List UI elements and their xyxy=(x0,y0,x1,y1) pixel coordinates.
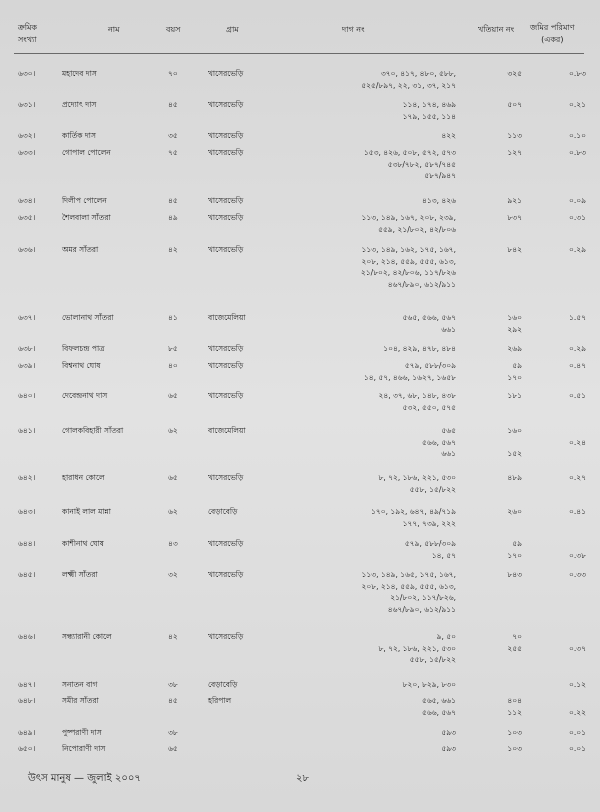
row-khatian: ৭০ xyxy=(512,632,522,641)
row-serial: ৬৫০। xyxy=(18,744,36,753)
row-age: ৪৩ xyxy=(168,539,178,548)
row-age: ৬৫ xyxy=(168,473,178,482)
row-dag-line: ১৭০, ১৯২, ৬৪৭, ৪৯/৭১৯ xyxy=(370,507,456,516)
row-dag-line: ১১৩, ১৪৯, ১৬৫, ১৭৫, ১৬৭, xyxy=(361,570,456,579)
row-serial: ৬৪৭। xyxy=(18,680,36,689)
row-serial: ৬৩৩। xyxy=(18,148,36,157)
row-age: ৩২ xyxy=(168,570,178,579)
row-serial: ৬৪২। xyxy=(18,473,36,482)
row-khatian: ৪০৪ xyxy=(507,696,522,705)
row-dag-line: ৫৫৮, ১৫/৮২২ xyxy=(409,484,456,494)
row-serial: ৬৪৮। xyxy=(18,696,36,705)
row-village: খাসেরভেড়ি xyxy=(208,69,244,78)
row-serial: ৬৩৫। xyxy=(18,213,36,222)
row-dag-line: ৫৫৮, ১৫/৮২২ xyxy=(409,655,456,664)
row-area: ০.৩১ xyxy=(568,213,586,222)
row-khatian: ১০৩ xyxy=(507,728,522,737)
row-village: বেড়াবেড়ি xyxy=(208,507,238,516)
row-dag-line: ৪৬৭/৮৯০, ৬১২/৯১১ xyxy=(387,279,456,289)
row-age: ৩৫ xyxy=(168,131,178,140)
row-khatian: ৮৪২ xyxy=(507,245,522,254)
row-age: ৪৫ xyxy=(168,100,178,109)
row-dag-line: ৫৫৯, ২১/৮০২, ৪২/৮০৬ xyxy=(378,224,456,234)
row-area: ০.৩৮ xyxy=(568,550,586,560)
row-name: লক্ষ্মী সাঁতরা xyxy=(62,570,98,579)
header-serial-line-2: সংখ্যা xyxy=(18,35,37,44)
row-dag-line: ৬৬১ xyxy=(441,324,456,334)
row-serial: ৬৩১। xyxy=(18,100,36,109)
row-dag-line: ৫৩৮/৭৮২, ৫৮৭/৭৪৫ xyxy=(387,159,456,169)
row-area: ০.০১ xyxy=(568,744,586,753)
footer-page-number: ২৮ xyxy=(296,773,309,784)
row-dag-line: ২১/৮০২, ১১৭/৮২৬, xyxy=(390,593,456,602)
row-dag-line: ৫৯৩ xyxy=(441,744,456,753)
row-area: ০.৮৩ xyxy=(568,148,586,157)
row-village: খাসেরভেড়ি xyxy=(208,473,244,482)
header-area xyxy=(530,22,575,46)
row-dag-line: ১৪, ৫৭ xyxy=(431,550,456,560)
row-age: ৪১ xyxy=(168,313,178,322)
row-dag-line: ১০৪, ৪২৯, ৪৭৮, ৪৮৪ xyxy=(383,344,456,353)
row-village: খাসেরভেড়ি xyxy=(208,539,244,548)
row-name: সনাতন বাগ xyxy=(62,680,98,689)
row-name: বিফলচন্দ্র পাত্র xyxy=(62,344,105,353)
row-khatian: ৮৩৭ xyxy=(507,213,522,222)
row-village: খাসেরভেড়ি xyxy=(208,632,244,641)
row-area: ০.২৯ xyxy=(568,344,586,353)
row-age: ৪২ xyxy=(168,245,178,254)
row-dag-line: ৮, ৭২, ১৮৬, ২২১, ৫৩০ xyxy=(378,643,456,653)
row-dag-line: ৫৭৯, ৫৮৮/৩০৯ xyxy=(404,361,456,370)
row-khatian: ৫০৭ xyxy=(507,100,522,109)
row-dag-line: ৮, ৭২, ১৮৬, ২২১, ৫৩০ xyxy=(378,473,456,482)
row-age: ৬৫ xyxy=(168,744,178,753)
row-dag-line: ১৭৯, ১৫৫, ১১৪ xyxy=(402,111,456,121)
row-age: ৪০ xyxy=(168,361,178,370)
row-serial: ৬৩৯। xyxy=(18,361,36,370)
row-area: ০.৩৩ xyxy=(568,570,586,579)
row-name: অমর সাঁতরা xyxy=(62,245,99,254)
row-dag-line: ১৫৩, ৪২৬, ৫০৮, ৫৭২, ৫৭৩ xyxy=(363,148,456,157)
row-area: ০.০১ xyxy=(568,728,586,737)
row-village: বেড়াবেড়ি xyxy=(208,680,238,689)
row-village: খাসেরভেড়ি xyxy=(208,570,244,579)
row-area: ০.২২ xyxy=(568,707,586,717)
row-area: ০.৪১ xyxy=(569,507,586,516)
row-serial: ৬৪১। xyxy=(18,426,36,435)
row-khatian: ১৭০ xyxy=(507,372,522,382)
row-name: হারাধন কোলে xyxy=(62,473,105,482)
row-village: বাজেমেলিয়া xyxy=(208,426,246,435)
row-name: দিলীপ পোলেন xyxy=(62,196,107,205)
row-serial: ৬৪৬। xyxy=(18,632,36,641)
row-dag-line: ৩৭০, ৪১৭, ৪৮০, ৫৮৮, xyxy=(380,69,456,78)
row-name: সন্ধ্যারানী কোলে xyxy=(62,632,112,641)
row-village: খাসেরভেড়ি xyxy=(208,245,244,254)
header-khatian: খতিয়ান নং xyxy=(478,25,515,34)
header-rule xyxy=(14,53,584,54)
row-dag-line: ১১৪, ১৭৪, ৪৬৯ xyxy=(402,100,456,109)
row-dag-line: ৫৯৩ xyxy=(441,728,456,737)
row-khatian: ১৬০ xyxy=(507,426,522,435)
row-village: হরিপাল xyxy=(208,696,232,705)
row-dag-line: ১১৩, ১৪৯, ১৬২, ১৭৫, ১৬৭, xyxy=(361,245,456,254)
row-khatian: ৮৪৩ xyxy=(507,570,522,579)
row-village: খাসেরভেড়ি xyxy=(208,391,244,400)
row-dag-line: ১৪, ৫৭, ৪৬৬, ১৬২৭, ১৬৫৮ xyxy=(363,372,456,382)
row-area: ০.২৭ xyxy=(568,473,586,482)
row-khatian: ৪৮৯ xyxy=(507,473,522,482)
row-village: খাসেরভেড়ি xyxy=(208,148,244,157)
header-village: গ্রাম xyxy=(226,25,239,34)
row-khatian: ৩২৫ xyxy=(507,69,522,78)
row-area: ০.০৯ xyxy=(568,196,586,205)
row-name: ভোলানাথ সাঁতরা xyxy=(62,313,114,322)
row-khatian: ৫৯ xyxy=(512,361,522,370)
row-dag-line: ৪২২ xyxy=(441,131,456,140)
row-area: ০.৫১ xyxy=(569,391,586,400)
row-serial: ৬৩৪। xyxy=(18,196,36,205)
row-dag-line: ৪১৩, ৪২৬ xyxy=(422,196,456,205)
row-area: ০.৪৭ xyxy=(568,361,586,370)
row-village: খাসেরভেড়ি xyxy=(208,196,244,205)
row-name: শৈলবালা সাঁতরা xyxy=(62,213,111,222)
row-dag-line: ৫৩২, ৫৫০, ৫৭৫ xyxy=(402,402,456,412)
row-name: নিপোরাণী দাস xyxy=(62,744,106,753)
footer-source: উৎস মানুষ — জুলাই ২০০৭ xyxy=(28,773,141,784)
row-dag-line: ২৪, ৩৭, ৬৮, ১৪৮, ৪৩৮ xyxy=(378,391,456,400)
row-dag-line: ৫৮৭/৯৪৭ xyxy=(424,171,456,180)
row-khatian: ১৬০ xyxy=(507,313,522,322)
row-dag-line: ২১/৮০২, ৪২/৮০৬, ১১৭/৮২৬ xyxy=(360,268,456,277)
row-serial: ৬৪৩। xyxy=(18,507,36,516)
row-age: ৪২ xyxy=(168,632,178,641)
row-khatian: ১৮১ xyxy=(507,391,522,400)
row-area: ০.২৯ xyxy=(568,245,586,254)
row-khatian: ২৫৫ xyxy=(507,643,522,653)
row-khatian: ১০৩ xyxy=(507,744,522,753)
row-dag-line: ৫৬৬, ৫৬৭ xyxy=(421,707,456,717)
row-dag-line: ৫২৫/৮৯৭, ২২, ৩১, ৩৭, ২১৭ xyxy=(361,80,456,90)
row-name: গোপাল পোলেন xyxy=(62,148,111,157)
row-village: খাসেরভেড়ি xyxy=(208,213,244,222)
row-age: ৪৫ xyxy=(168,196,178,205)
row-serial: ৬৩৮। xyxy=(18,344,36,353)
row-village: খাসেরভেড়ি xyxy=(208,100,244,109)
row-village: খাসেরভেড়ি xyxy=(208,361,244,370)
row-name: কানাই লাল মান্না xyxy=(62,507,111,516)
row-age: ৪৫ xyxy=(168,696,178,705)
row-area: ০.২১ xyxy=(568,100,586,109)
row-serial: ৬৪৯। xyxy=(18,728,36,737)
row-name: গোলকবিহারী সাঁতরা xyxy=(62,426,124,435)
row-name: প্রদ্যোৎ দাস xyxy=(62,100,97,109)
row-serial: ৬৪৫। xyxy=(18,570,36,579)
row-khatian: ১৭০ xyxy=(507,550,522,560)
row-name: সমীর সাঁতরা xyxy=(62,696,99,705)
row-dag-line: ৫৬৫ xyxy=(441,426,456,435)
row-khatian: ১১৩ xyxy=(507,131,522,140)
row-age: ৭০ xyxy=(168,69,178,78)
row-dag-line: ১১৩, ১৪৯, ১৬৭, ২০৮, ২৩৯, xyxy=(361,213,456,222)
row-serial: ৬৪৪। xyxy=(18,539,36,548)
row-area: ০.১২ xyxy=(568,680,586,689)
row-age: ৩৮ xyxy=(168,728,178,737)
row-age: ৬২ xyxy=(168,507,178,516)
row-dag-line: ৯, ৫০ xyxy=(436,632,456,641)
row-serial: ৬৩০। xyxy=(18,69,36,78)
row-village: খাসেরভেড়ি xyxy=(208,131,244,140)
row-dag-line: ২০৮, ২১৪, ৫৫৯, ৫৫৫, ৬১৩, xyxy=(361,581,456,591)
row-dag-line: ৪৬৭/৮৯০, ৬১২/৯১১ xyxy=(387,604,456,614)
row-village: বাজেমেলিয়া xyxy=(208,313,246,322)
row-dag-line: ৮২০, ৮২৯, ৮৩০ xyxy=(402,680,456,689)
header-serial xyxy=(18,22,37,46)
header-dag: দাগ নং xyxy=(342,25,365,34)
row-dag-line: ২০৮, ২১৪, ৫৫৯, ৫৫৫, ৬১৩, xyxy=(361,256,456,266)
row-name: পুষ্পরাণী দাস xyxy=(62,728,102,737)
row-khatian: ২৬০ xyxy=(507,507,522,516)
row-khatian: ১১২ xyxy=(507,707,522,717)
row-age: ৬২ xyxy=(168,426,178,435)
row-serial: ৬৩২। xyxy=(18,131,36,140)
header-serial-line-1: ক্রমিক xyxy=(18,23,38,32)
row-area: ০.১০ xyxy=(568,131,586,140)
row-khatian: ১২৭ xyxy=(507,148,522,157)
row-area: ১.৫৭ xyxy=(569,313,586,322)
row-area: ০.৩৭ xyxy=(568,643,586,653)
row-age: ৭৫ xyxy=(168,148,178,157)
row-khatian: ২৯২ xyxy=(507,324,522,334)
row-name: মহাদেব দাস xyxy=(62,69,97,78)
row-dag-line: ৫৬৫, ৬৬১ xyxy=(422,696,456,705)
row-name: দেবেন্দ্রনাথ দাস xyxy=(62,391,108,400)
row-name: বিশ্বনাথ ঘোষ xyxy=(62,361,101,370)
row-khatian: ২৬৯ xyxy=(507,344,522,353)
row-dag-line: ৬৬১ xyxy=(441,449,456,458)
header-area-line-1: জমির পরিমাণ xyxy=(530,23,575,32)
row-age: ৩৮ xyxy=(168,680,178,689)
row-area: ০.২৪ xyxy=(568,437,586,447)
row-dag-line: ১৭৭, ৭৩৯, ২২২ xyxy=(402,518,456,528)
row-village: খাসেরভেড়ি xyxy=(208,344,244,353)
row-khatian: ১৫২ xyxy=(507,449,522,458)
row-serial: ৬৩৭। xyxy=(18,313,36,322)
row-dag-line: ৫৬৫, ৫৬৬, ৫৬৭ xyxy=(402,313,456,322)
row-serial: ৬৪০। xyxy=(18,391,36,400)
row-age: ৪৯ xyxy=(168,213,178,222)
row-area: ০.৮৩ xyxy=(568,69,586,78)
row-khatian: ৯২১ xyxy=(507,196,522,205)
row-dag-line: ৫৭৯, ৫৮৮/৩০৯ xyxy=(404,539,456,548)
row-dag-line: ৫৬৬, ৫৬৭ xyxy=(421,437,456,447)
row-name: কার্তিক দাস xyxy=(62,131,96,140)
header-area-line-2: (একর) xyxy=(541,35,564,44)
row-age: ৮৫ xyxy=(168,344,178,353)
row-name: কাশীনাথ ঘোষ xyxy=(62,539,104,548)
row-serial: ৬৩৬। xyxy=(18,245,36,254)
row-khatian: ৫৯ xyxy=(512,539,522,548)
header-name: নাম xyxy=(108,25,120,34)
row-age: ৬৫ xyxy=(168,391,178,400)
header-age: বয়স xyxy=(166,25,181,34)
